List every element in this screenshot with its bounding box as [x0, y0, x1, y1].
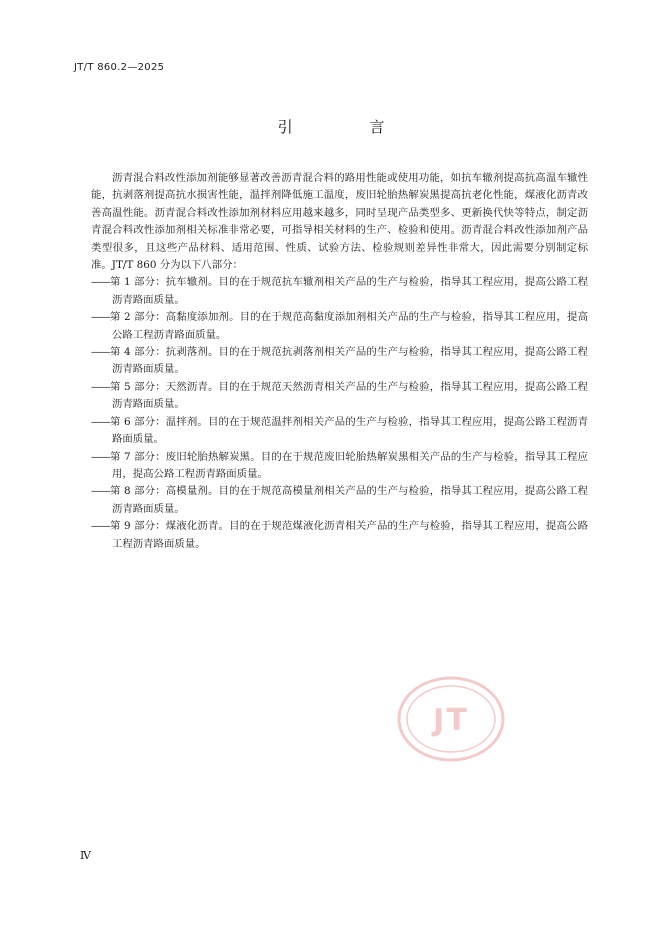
intro-paragraph: 沥青混合料改性添加剂能够显著改善沥青混合料的路用性能或使用功能，如抗车辙剂提高抗高温车辙性能，抗剥落剂提高抗水损害性能，温拌剂降低施工温度，废旧轮胎热解炭黑提高抗老化性能，煤液化沥青改善高温性能。沥青混合料改性添加剂材料应用越来越多，同时呈现产品类型多、更新换代快等特点，制定沥青混合料改性添加剂相关标准非常必要，可指导相关材料的生产、检验和使用。沥青混合料改性添加剂产品类型很多，且这些产品材料、适用范围、性质、试验方法、检验规则差异性非常大，因此需要分别制定标准。JT/T 860 分为以下八部分： [91, 172, 588, 272]
document-code: JT/T 860.2—2025 [74, 62, 165, 73]
list-dash: —— [91, 346, 110, 359]
list-item-text: 第 7 部分：废旧轮胎热解炭黑。目的在于规范废旧轮胎热解炭黑相关产品的生产与检验，指导其工程应用，提高公路工程沥青路面质量。 [109, 450, 588, 480]
list-item-text: 第 8 部分：高模量剂。目的在于规范高模量剂相关产品的生产与检验，指导其工程应用，提高公路工程沥青路面质量。 [109, 485, 588, 515]
list-dash: —— [91, 415, 110, 428]
list-item [91, 344, 588, 379]
list-dash: —— [91, 450, 110, 463]
list-dash: —— [91, 380, 110, 393]
list-item-text: 第 4 部分：抗剥落剂。目的在于规范抗剥落剂相关产品的生产与检验，指导其工程应用，提高公路工程沥青路面质量。 [109, 346, 588, 376]
list-item-text: 第 9 部分：煤液化沥青。目的在于规范煤液化沥青相关产品的生产与检验，指导其工程应用，提高公路工程沥青路面质量。 [109, 520, 588, 550]
list-dash: —— [91, 485, 110, 498]
main-content [91, 170, 588, 553]
list-dash: —— [91, 276, 110, 289]
page-title: 引 言 [277, 118, 421, 136]
list-dash: —— [91, 311, 110, 324]
list-dash: —— [91, 520, 110, 533]
list-item [91, 483, 588, 518]
watermark-text: JT [433, 703, 469, 738]
list-item-text: 第 2 部分：高黏度添加剂。目的在于规范高黏度添加剂相关产品的生产与检验，指导其工程应用，提高公路工程沥青路面质量。 [109, 311, 588, 341]
list-item [91, 518, 588, 553]
page-number: Ⅳ [80, 849, 91, 862]
list-item [91, 309, 588, 344]
list-item [91, 379, 588, 414]
list-item-text: 第 1 部分：抗车辙剂。目的在于规范抗车辙剂相关产品的生产与检验，指导其工程应用，提高公路工程沥青路面质量。 [109, 276, 588, 306]
list-item-text: 第 6 部分：温拌剂。目的在于规范温拌剂相关产品的生产与检验，指导其工程应用，提高公路工程沥青路面质量。 [109, 415, 588, 446]
list-item-text: 第 5 部分：天然沥青。目的在于规范天然沥青相关产品的生产与检验，指导其工程应用，提高公路工程沥青路面质量。 [109, 380, 588, 411]
jt-watermark-logo [397, 676, 505, 762]
parts-list [91, 274, 588, 553]
list-item [91, 414, 588, 449]
list-item [91, 274, 588, 309]
list-item [91, 449, 588, 484]
